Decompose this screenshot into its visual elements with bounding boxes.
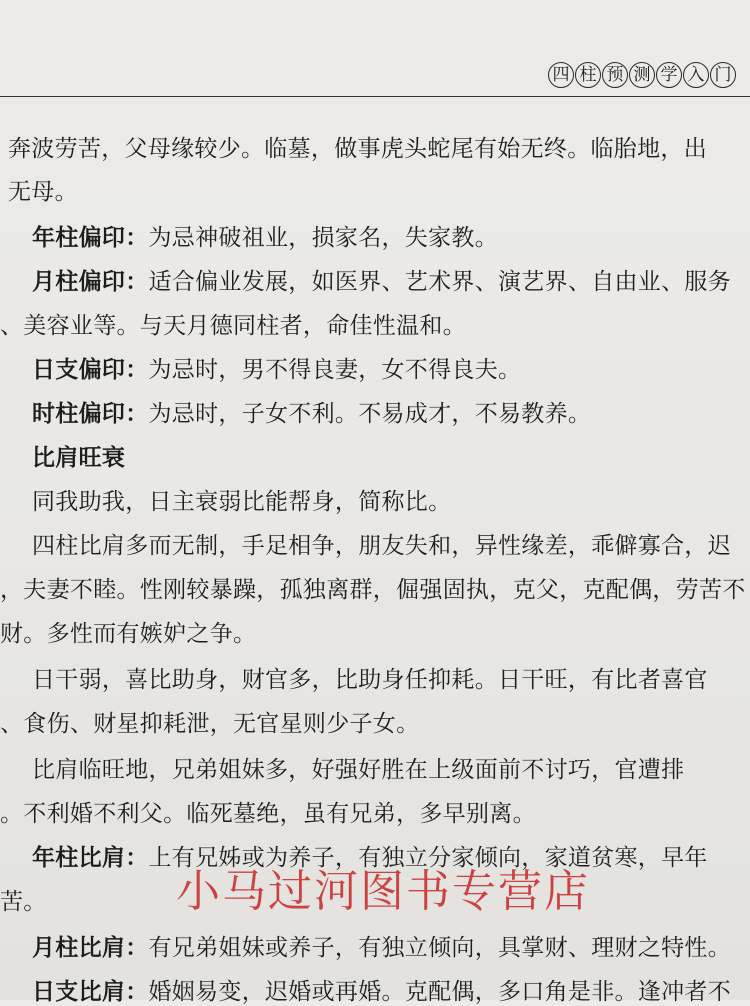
line-text: 奔波劳苦，父母缘较少。临墓，做事虎头蛇尾有始无终。临胎地，出 bbox=[8, 136, 707, 162]
text-line bbox=[32, 395, 591, 428]
header-char: 柱 bbox=[575, 62, 601, 88]
text-line bbox=[32, 929, 731, 962]
line-text: 为忌神破祖业，损家名，失家教。 bbox=[148, 225, 498, 251]
section-heading: 比肩旺衰 bbox=[32, 445, 126, 471]
line-text: 、美容业等。与天月德同柱者，命佳性温和。 bbox=[0, 313, 466, 339]
text-line bbox=[0, 795, 536, 828]
line-label: 月柱比肩： bbox=[32, 935, 149, 961]
text-line bbox=[32, 219, 498, 252]
text-line bbox=[0, 615, 256, 648]
line-text: 、食伤、财星抑耗泄，无官星则少子女。 bbox=[0, 711, 420, 737]
text-line bbox=[8, 173, 78, 206]
line-text: 上有兄姊或为养子，有独立分家倾向，家道贫寒，早年 bbox=[148, 845, 708, 871]
text-line bbox=[32, 527, 731, 560]
page-header bbox=[548, 62, 736, 88]
text-line bbox=[0, 571, 746, 604]
line-text: 财。多性而有嫉妒之争。 bbox=[0, 621, 257, 647]
header-char: 入 bbox=[683, 62, 709, 88]
line-text: 苦。 bbox=[0, 889, 47, 915]
line-text: 同我助我，日主衰弱比能帮身，简称比。 bbox=[32, 489, 452, 515]
line-text: 适合偏业发展，如医界、艺术界、演艺界、自由业、服务 bbox=[148, 269, 731, 295]
text-line bbox=[32, 351, 521, 384]
line-label: 月柱偏印： bbox=[32, 269, 149, 295]
header-rule bbox=[0, 96, 750, 97]
text-line bbox=[32, 483, 451, 516]
line-text: 日干弱，喜比助身，财官多，比助身任抑耗。日干旺，有比者喜官 bbox=[32, 667, 708, 693]
header-char: 学 bbox=[656, 62, 682, 88]
line-text: 有兄弟姐妹或养子，有独立倾向，具掌财、理财之特性。 bbox=[148, 935, 731, 961]
text-line bbox=[8, 130, 707, 163]
line-text: 婚姻易变，迟婚或再婚。克配偶，多口角是非。逢冲者不 bbox=[148, 979, 731, 1005]
line-text: 为忌时，男不得良妻，女不得良夫。 bbox=[148, 357, 522, 383]
text-line bbox=[32, 661, 708, 694]
header-char: 门 bbox=[710, 62, 736, 88]
line-text: 为忌时，子女不利。不易成才，不易教养。 bbox=[148, 401, 592, 427]
text-line bbox=[0, 705, 419, 738]
text-line bbox=[0, 883, 47, 916]
line-label: 年柱比肩： bbox=[32, 845, 149, 871]
text-line bbox=[0, 307, 466, 340]
header-char: 测 bbox=[629, 62, 655, 88]
text-line bbox=[32, 439, 125, 472]
line-text: 四柱比肩多而无制，手足相争，朋友失和，异性缘差，乖僻寡合，迟 bbox=[32, 533, 731, 559]
text-line bbox=[32, 263, 731, 296]
line-label: 年柱偏印： bbox=[32, 225, 149, 251]
line-label: 日支偏印： bbox=[32, 357, 149, 383]
store-watermark: 小马过河图书专营店 bbox=[176, 866, 590, 917]
line-text: 。不利婚不利父。临死墓绝，虽有兄弟，多早别离。 bbox=[0, 801, 536, 827]
text-line bbox=[32, 751, 684, 784]
line-text: ，夫妻不睦。性刚较暴躁，孤独离群，倔强固执，克父，克配偶，劳苦不 bbox=[0, 577, 746, 603]
header-char: 四 bbox=[548, 62, 574, 88]
text-line bbox=[32, 973, 731, 1006]
line-label: 时柱偏印： bbox=[32, 401, 149, 427]
line-text: 无母。 bbox=[8, 179, 78, 205]
header-char: 预 bbox=[602, 62, 628, 88]
line-label: 日支比肩： bbox=[32, 979, 149, 1005]
line-text: 比肩临旺地，兄弟姐妹多，好强好胜在上级面前不讨巧，官遭排 bbox=[32, 757, 685, 783]
